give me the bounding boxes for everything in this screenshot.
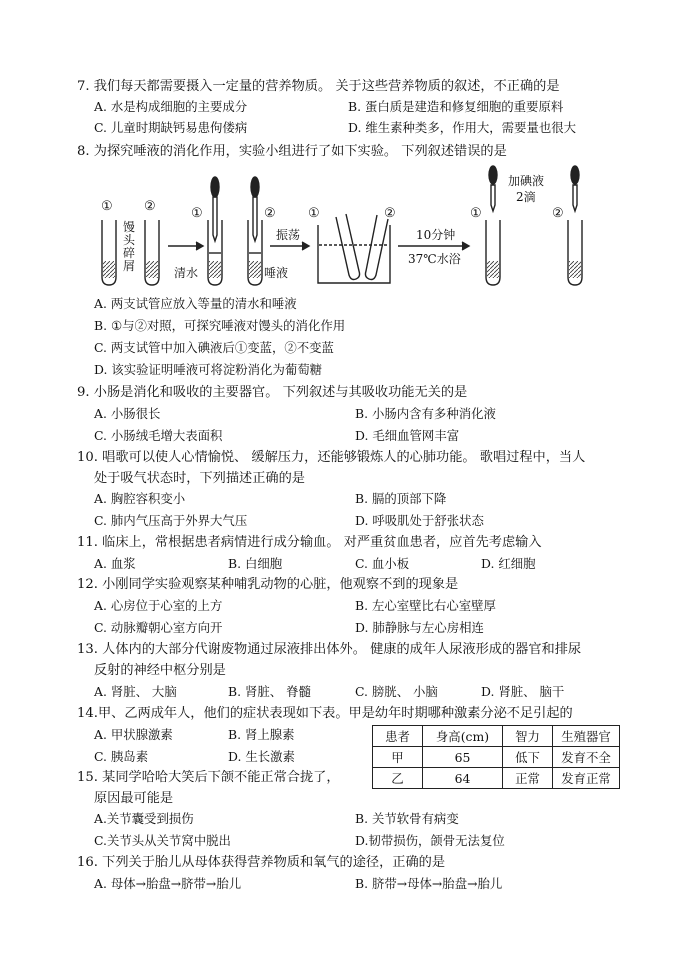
q13-option-a: A. 肾脏、 大脑 — [94, 684, 177, 699]
q14-option-d: D. 生长激素 — [228, 749, 295, 764]
q8-stem: 8. 为探究唾液的消化作用，实验小组进行了如下实验。 下列叙述错误的是 — [77, 144, 507, 159]
q16-option-a: A. 母体→胎盘→脐带→胎儿 — [94, 876, 242, 891]
q10-option-d: D. 呼吸肌处于舒张状态 — [355, 513, 484, 528]
saliva-label: 唾液 — [264, 266, 289, 280]
q9-option-c: C. 小肠绒毛增大表面积 — [94, 428, 223, 443]
bath-label: 37℃水浴 — [408, 252, 461, 266]
iodine-drops-label: 2滴 — [516, 190, 536, 204]
stage2-tube2-label: ② — [264, 206, 276, 221]
stage4-tube1-label: ① — [470, 206, 482, 221]
mantou-crumb-label: 馒头碎屑 — [123, 220, 136, 273]
q12-stem: 12. 小刚同学实验观察某种哺乳动物的心脏，他观察不到的现象是 — [77, 577, 459, 592]
q7-option-c: C. 儿童时期缺钙易患佝偻病 — [94, 120, 248, 135]
q11-stem: 11. 临床上，常根据患者病情进行成分输血。 对严重贫血患者，应首先考虑输入 — [77, 535, 542, 550]
q13-option-d: D. 肾脏、 脑干 — [481, 684, 565, 699]
q13-stem-line2: 反射的神经中枢分别是 — [94, 663, 226, 678]
patient-table — [372, 725, 620, 789]
q12-option-c: C. 动脉瓣朝心室方向开 — [94, 620, 223, 635]
table-header-cell: 生殖器官 — [553, 726, 620, 747]
table-cell: 65 — [423, 747, 503, 768]
q15-stem-line2: 原因最可能是 — [94, 791, 174, 806]
q10-option-a: A. 胸腔容积变小 — [94, 491, 186, 506]
table-cell: 发育正常 — [553, 768, 620, 789]
q8-option-d: D. 该实验证明唾液可将淀粉消化为葡萄糖 — [94, 362, 323, 377]
stage1-tube2 — [145, 220, 159, 285]
q16-stem: 16. 下列关于胎儿从母体获得营养物质和氧气的途径，正确的是 — [77, 855, 446, 870]
q7-option-d: D. 维生素种类多，作用大，需要量也很大 — [348, 120, 577, 135]
q12-option-d: D. 肺静脉与左心房相连 — [355, 620, 484, 635]
q11-option-c: C. 血小板 — [355, 556, 410, 571]
q13-stem-line1: 13. 人体内的大部分代谢废物通过尿液排出体外。 健康的成年人尿液形成的器官和排尿 — [77, 642, 582, 657]
time-label: 10分钟 — [416, 228, 456, 242]
q9-option-a: A. 小肠很长 — [94, 406, 161, 421]
table-header-cell: 智力 — [503, 726, 553, 747]
q10-option-c: C. 肺内气压高于外界大气压 — [94, 513, 248, 528]
q16-option-b: B. 脐带→母体→胎盘→胎儿 — [355, 876, 503, 891]
table-cell: 低下 — [503, 747, 553, 768]
q9-option-b: B. 小肠内含有多种消化液 — [355, 406, 496, 421]
q7-option-a: A. 水是构成细胞的主要成分 — [94, 99, 248, 114]
q14-stem: 14.甲、乙两成年人，他们的症状表现如下表。甲是幼年时期哪种激素分泌不足引起的 — [77, 706, 573, 721]
table-row — [373, 747, 620, 768]
q11-option-a: A. 血浆 — [94, 556, 136, 571]
q14-option-b: B. 肾上腺素 — [228, 727, 295, 742]
stage2-tube2 — [248, 177, 262, 285]
q8-option-b: B. ①与②对照，可探究唾液对馒头的消化作用 — [94, 318, 346, 333]
stage3-tube1-label: ① — [308, 206, 320, 221]
q11-option-b: B. 白细胞 — [228, 556, 283, 571]
q10-stem-line2: 处于吸气状态时，下列描述正确的是 — [94, 471, 305, 486]
stage4-tube2-label: ② — [552, 206, 564, 221]
q9-stem: 9. 小肠是消化和吸收的主要器官。 下列叙述与其吸收功能无关的是 — [77, 385, 468, 400]
q9-option-d: D. 毛细血管网丰富 — [355, 428, 460, 443]
q8-option-c: C. 两支试管中加入碘液后①变蓝，②不变蓝 — [94, 340, 334, 355]
table-header-cell: 患者 — [373, 726, 423, 747]
q12-option-b: B. 左心室壁比右心室壁厚 — [355, 598, 496, 613]
stage3-beaker — [318, 214, 390, 283]
q7-stem: 7. 我们每天都需要摄入一定量的营养物质。 关于这些营养物质的叙述，不正确的是 — [77, 79, 560, 94]
stage4-tube2 — [568, 166, 582, 285]
table-cell: 甲 — [373, 747, 423, 768]
q7-option-b: B. 蛋白质是建造和修复细胞的重要原料 — [348, 99, 564, 114]
stage1-tube1 — [102, 220, 116, 285]
water-label: 清水 — [174, 266, 199, 280]
q12-option-a: A. 心房位于心室的上方 — [94, 598, 223, 613]
q8-option-a: A. 两支试管应放入等量的清水和唾液 — [94, 296, 297, 311]
table-header-row — [373, 726, 620, 747]
q13-option-b: B. 肾脏、 脊髓 — [228, 684, 311, 699]
q15-option-b: B. 关节软骨有病变 — [355, 811, 459, 826]
stage2-tube1 — [208, 177, 222, 285]
q10-option-b: B. 膈的顶部下降 — [355, 491, 447, 506]
table-cell: 64 — [423, 768, 503, 789]
stage4-tube1 — [486, 166, 500, 285]
table-cell: 正常 — [503, 768, 553, 789]
q15-option-d: D.韧带损伤，颌骨无法复位 — [355, 833, 505, 848]
q13-option-c: C. 膀胱、 小脑 — [355, 684, 438, 699]
q14-option-c: C. 胰岛素 — [94, 749, 149, 764]
q15-stem-line1: 15. 某同学哈哈大笑后下颌不能正常合拢了， — [77, 770, 340, 785]
iodine-label: 加碘液 — [508, 174, 545, 188]
table-header-cell: 身高(cm) — [423, 726, 503, 747]
q15-option-c: C.关节头从关节窝中脱出 — [94, 833, 231, 848]
q14-option-a: A. 甲状腺激素 — [94, 727, 173, 742]
q10-stem-line1: 10. 唱歌可以使人心情愉悦、 缓解压力，还能够锻炼人的心肺功能。 歌唱过程中，当人 — [77, 450, 586, 465]
q11-option-d: D. 红细胞 — [481, 556, 536, 571]
table-cell: 乙 — [373, 768, 423, 789]
stage1-tube1-label: ① — [101, 199, 113, 214]
stage2-tube1-label: ① — [191, 206, 203, 221]
table-cell: 发育不全 — [553, 747, 620, 768]
stage3-tube2-label: ② — [384, 206, 396, 221]
stage1-tube2-label: ② — [144, 199, 156, 214]
shake-label: 振荡 — [276, 228, 301, 242]
table-row — [373, 768, 620, 789]
q15-option-a: A.关节囊受到损伤 — [94, 811, 194, 826]
experiment-figure — [90, 165, 600, 290]
